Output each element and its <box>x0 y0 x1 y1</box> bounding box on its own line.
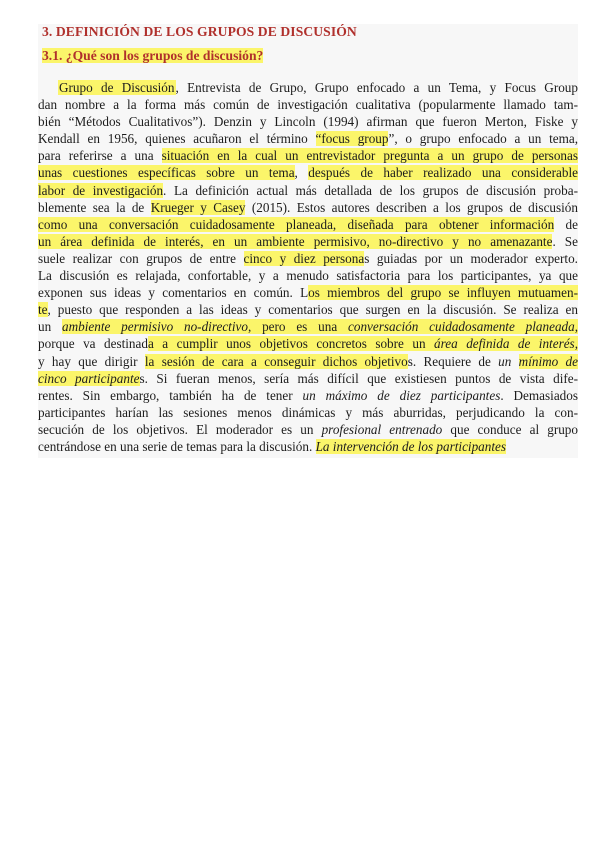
text-line: porque va destinada a cumplir unos objetivos concretos sobre un área definida de interés, <box>38 336 578 352</box>
text-line: secución de los objetivos. El moderador es un profesional entrenado que conduce al grupo <box>38 421 578 437</box>
text-line: labor de investigación. La definición actual más detallada de los grupos de discusión proba- <box>38 182 578 198</box>
text-line: Grupo de Discusión, Entrevista de Grupo, Grupo enfocado a un Tema, y Focus Group <box>59 80 578 95</box>
text-line: rentes. Sin embargo, también ha de tener un máximo de diez participantes. Demasiados <box>38 387 578 403</box>
text-line: te, puesto que responden a las ideas y comentarios que surgen en la discusión. Se realiza en <box>38 302 578 318</box>
text-line: participantes harían las sesiones menos dinámicas y más aburridas, perjudicando la con- <box>38 404 578 420</box>
text-line: La discusión es relajada, confortable, y a menudo satisfactoria para los participantes, ya que <box>38 268 578 284</box>
subsection-heading <box>42 48 263 64</box>
text-line: cinco participantes. Si fueran menos, sería más difícil que existiesen puntos de vista dife- <box>38 370 578 386</box>
text-line: dan nombre a la forma más común de investigación cualitativa (popularmente llamado tam- <box>38 97 578 113</box>
body-text <box>38 79 578 455</box>
text-line: y hay que dirigir la sesión de cara a conseguir dichos objetivos. Requiere de un mínimo de <box>38 353 578 369</box>
text-line: blemente sea la de Krueger y Casey (2015). Estos autores describen a los grupos de discusión <box>38 199 578 215</box>
text-line: exponen sus ideas y comentarios en común. Los miembros del grupo se influyen mutuamen- <box>38 285 578 301</box>
section-heading: 3. DEFINICIÓN DE LOS GRUPOS DE DISCUSIÓN <box>42 24 357 39</box>
text-line: unas cuestiones específicas sobre un tema, después de haber realizado una considerable <box>38 165 578 181</box>
text-line: como una conversación cuidadosamente planeada, diseñada para obtener información de <box>38 216 578 232</box>
text-line: un área definida de interés, en un ambiente permisivo, no-directivo y no amenazante. Se <box>38 233 578 249</box>
text-line: bién “Métodos Cualitativos”). Denzin y Lincoln (1994) afirman que fueron Merton, Fiske y <box>38 114 578 130</box>
text-line: Kendall en 1956, quienes acuñaron el término “focus group”, o grupo enfocado a un tema, <box>38 131 578 147</box>
subsection-heading-highlight: 3.1. ¿Qué son los grupos de discusión? <box>42 48 264 63</box>
document-page <box>38 24 578 458</box>
text-line: suele realizar con grupos de entre cinco y diez personas guiadas por un moderador experto. <box>38 250 578 266</box>
text-line: para referirse a una situación en la cual un entrevistador pregunta a un grupo de personas <box>38 148 578 164</box>
text-line: un ambiente permisivo no-directivo, pero es una conversación cuidadosamente planeada, <box>38 319 578 335</box>
text-line: centrándose en una serie de temas para la discusión. La intervención de los participantes <box>38 438 507 454</box>
